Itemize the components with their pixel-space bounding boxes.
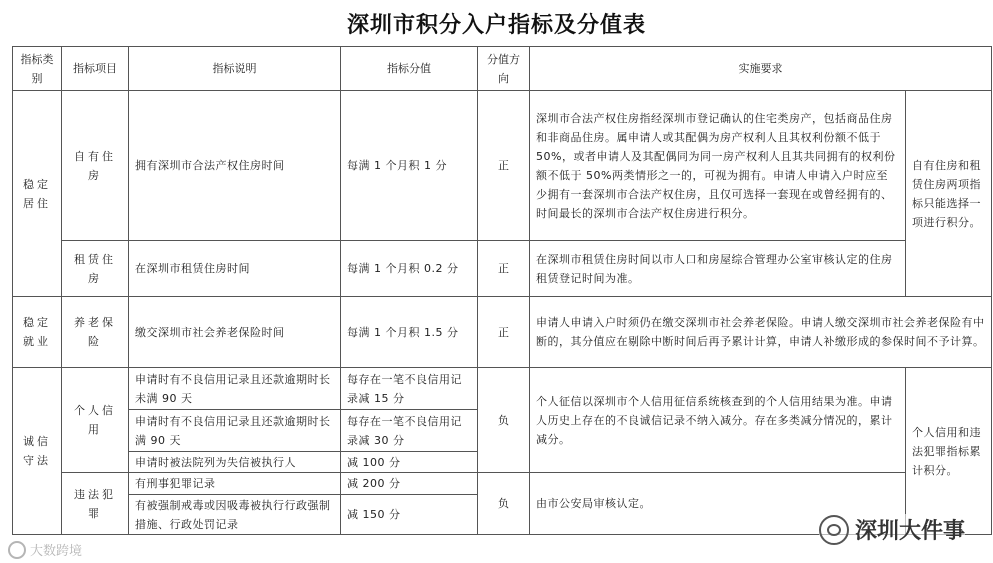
- score-cell: 每满 1 个月积 0.2 分: [341, 241, 478, 297]
- table-row: [13, 368, 992, 410]
- direction-cell: 负: [478, 473, 530, 535]
- header-category: 指标类别: [13, 47, 62, 91]
- requirement-cell: 个人征信以深圳市个人信用征信系统核查到的个人信用结果为准。申请人历史上存在的不良诚信记录不纳入减分。存在多类减分情况的，累计减分。: [530, 368, 906, 473]
- category-cell: 稳定就业: [13, 297, 62, 368]
- header-row: [13, 47, 992, 91]
- score-cell: 每满 1 个月积 1 分: [341, 91, 478, 241]
- requirement-cell: 申请人申请入户时须仍在缴交深圳市社会养老保险。申请人缴交深圳市社会养老保险有中断的，其分值应在剔除中断时间后再予累计计算，申请人补缴形成的参保时间不予计算。: [530, 297, 992, 368]
- item-cell: 自有住房: [62, 91, 129, 241]
- header-direction: 分值方向: [478, 47, 530, 91]
- note-cell: 自有住房和租赁住房两项指标只能选择一项进行积分。: [906, 91, 992, 297]
- item-cell: 违法犯罪: [62, 473, 129, 535]
- brand-logo-icon: [8, 541, 26, 559]
- direction-cell: 正: [478, 297, 530, 368]
- description-cell: 有被强制戒毒或因吸毒被执行行政强制措施、行政处罚记录: [129, 495, 341, 535]
- wechat-icon: [819, 515, 849, 545]
- note-cell: 个人信用和违法犯罪指标累计积分。: [906, 368, 992, 535]
- category-cell: 稳定居住: [13, 91, 62, 297]
- category-cell: 诚信守法: [13, 368, 62, 535]
- direction-cell: 正: [478, 91, 530, 241]
- header-score: 指标分值: [341, 47, 478, 91]
- table-row: [13, 473, 992, 495]
- description-cell: 在深圳市租赁住房时间: [129, 241, 341, 297]
- table-row: [13, 241, 992, 297]
- requirement-cell: 在深圳市租赁住房时间以市人口和房屋综合管理办公室审核认定的住房租赁登记时间为准。: [530, 241, 906, 297]
- score-cell: 每存在一笔不良信用记录减 15 分: [341, 368, 478, 410]
- points-table: [12, 46, 992, 535]
- description-cell: 申请时被法院列为失信被执行人: [129, 452, 341, 473]
- score-cell: 减 150 分: [341, 495, 478, 535]
- brand-text: 大数跨境: [30, 544, 83, 559]
- table-row: [13, 91, 992, 241]
- item-cell: 个人信用: [62, 368, 129, 473]
- direction-cell: 正: [478, 241, 530, 297]
- score-cell: 减 200 分: [341, 473, 478, 495]
- score-cell: 减 100 分: [341, 452, 478, 473]
- score-cell: 每存在一笔不良信用记录减 30 分: [341, 410, 478, 452]
- item-cell: 养老保险: [62, 297, 129, 368]
- description-cell: 申请时有不良信用记录且还款逾期时长满 90 天: [129, 410, 341, 452]
- page-title: 深圳市积分入户指标及分值表: [346, 12, 646, 38]
- watermark: [819, 514, 965, 545]
- header-description: 指标说明: [129, 47, 341, 91]
- table-row: [13, 297, 992, 368]
- item-cell: 租赁住房: [62, 241, 129, 297]
- requirement-cell: 由市公安局审核认定。: [530, 473, 906, 535]
- header-requirement: 实施要求: [530, 47, 992, 91]
- header-item: 指标项目: [62, 47, 129, 91]
- brand-watermark: [8, 540, 82, 559]
- score-cell: 每满 1 个月积 1.5 分: [341, 297, 478, 368]
- watermark-text: 深圳大件事: [854, 519, 965, 544]
- requirement-cell: 深圳市合法产权住房指经深圳市登记确认的住宅类房产，包括商品住房和非商品住房。属申请人或其配偶为房产权利人且其权利份额不低于 50%，或者申请人及其配偶同为同一房产权利人且其共同拥有的权利份额不低于 50%两类情形之一的，可视为拥有。申请人申请入户时应至少拥有一套深圳市合法产权住房，且仅可选择一套现在或曾经拥有的、时间最长的深圳市合法产权住房进行积分。: [530, 91, 906, 241]
- description-cell: 有刑事犯罪记录: [129, 473, 341, 495]
- description-cell: 拥有深圳市合法产权住房时间: [129, 91, 341, 241]
- description-cell: 申请时有不良信用记录且还款逾期时长未满 90 天: [129, 368, 341, 410]
- direction-cell: 负: [478, 368, 530, 473]
- description-cell: 缴交深圳市社会养老保险时间: [129, 297, 341, 368]
